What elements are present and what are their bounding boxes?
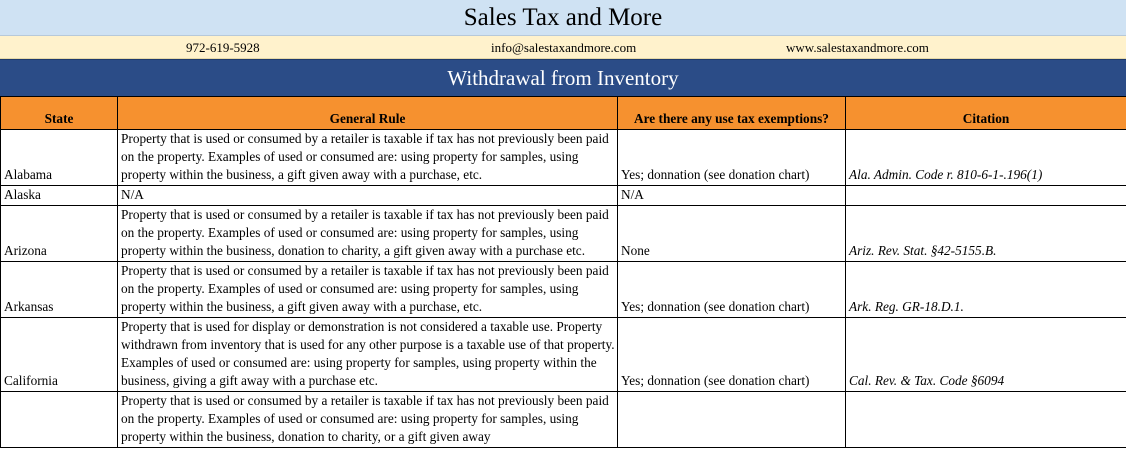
table-row bbox=[1, 186, 1126, 206]
email-address: info@salestaxandmore.com bbox=[491, 40, 637, 55]
table-row bbox=[1, 206, 1126, 262]
exemptions-cell: Yes; donnation (see donation chart) bbox=[618, 262, 846, 318]
exemptions-cell: Yes; donnation (see donation chart) bbox=[618, 130, 846, 186]
exemptions-cell: None bbox=[618, 206, 846, 262]
column-header-citation: Citation bbox=[846, 97, 1126, 130]
table-row bbox=[1, 392, 1126, 448]
general-rule-cell: Property that is used or consumed by a retailer is taxable if tax has not previously been paid on the property. Examples of used or consumed are: using property for samples, using property within the business, a gift given away with a purchase, etc. bbox=[118, 262, 618, 318]
state-cell: California bbox=[1, 318, 118, 392]
section-title bbox=[0, 59, 1126, 96]
page-title-text: Sales Tax and More bbox=[463, 3, 663, 31]
column-header-state: State bbox=[1, 97, 118, 130]
citation-cell: Ala. Admin. Code r. 810-6-1-.196(1) bbox=[846, 130, 1126, 186]
citation-cell bbox=[846, 392, 1126, 448]
state-cell: Alabama bbox=[1, 130, 118, 186]
exemptions-cell: N/A bbox=[618, 186, 846, 206]
citation-cell: Ariz. Rev. Stat. §42-5155.B. bbox=[846, 206, 1126, 262]
state-cell bbox=[1, 392, 118, 448]
general-rule-cell: Property that is used or consumed by a retailer is taxable if tax has not previously been paid on the property. Examples of used or consumed are: using property for samples, using property within the business, a gift given away with a purchase, etc. bbox=[118, 130, 618, 186]
table-header-row bbox=[1, 97, 1126, 130]
exemptions-cell: Yes; donnation (see donation chart) bbox=[618, 318, 846, 392]
column-header-general-rule: General Rule bbox=[118, 97, 618, 130]
contact-bar bbox=[0, 36, 1126, 59]
citation-cell: Ark. Reg. GR-18.D.1. bbox=[846, 262, 1126, 318]
table-row bbox=[1, 130, 1126, 186]
exemptions-cell bbox=[618, 392, 846, 448]
general-rule-cell: Property that is used or consumed by a retailer is taxable if tax has not previously been paid on the property. Examples of used or consumed are: using property for samples, using property within the business, donation to charity, a gift given away with a purchase etc. bbox=[118, 206, 618, 262]
citation-cell: Cal. Rev. & Tax. Code §6094 bbox=[846, 318, 1126, 392]
table-row bbox=[1, 262, 1126, 318]
general-rule-cell: Property that is used for display or demonstration is not considered a taxable use. Property withdrawn from inventory that is used for any other purpose is a taxable use of that property. Examples of used or consumed are: using property for samples, using property within the business, giving a gift away with a purchase etc. bbox=[118, 318, 618, 392]
withdrawal-table bbox=[0, 96, 1126, 448]
section-title-text: Withdrawal from Inventory bbox=[447, 65, 679, 90]
page-title bbox=[0, 0, 1126, 36]
state-cell: Arkansas bbox=[1, 262, 118, 318]
citation-cell bbox=[846, 186, 1126, 206]
website-address: www.salestaxandmore.com bbox=[786, 40, 929, 55]
state-cell: Arizona bbox=[1, 206, 118, 262]
general-rule-cell: Property that is used or consumed by a retailer is taxable if tax has not previously been paid on the property. Examples of used or consumed are: using property for samples, using property within the business, donation to charity, or a gift given away bbox=[118, 392, 618, 448]
general-rule-cell: N/A bbox=[118, 186, 618, 206]
phone-number: 972-619-5928 bbox=[186, 40, 260, 55]
table-row bbox=[1, 318, 1126, 392]
state-cell: Alaska bbox=[1, 186, 118, 206]
column-header-exemptions: Are there any use tax exemptions? bbox=[618, 97, 846, 130]
